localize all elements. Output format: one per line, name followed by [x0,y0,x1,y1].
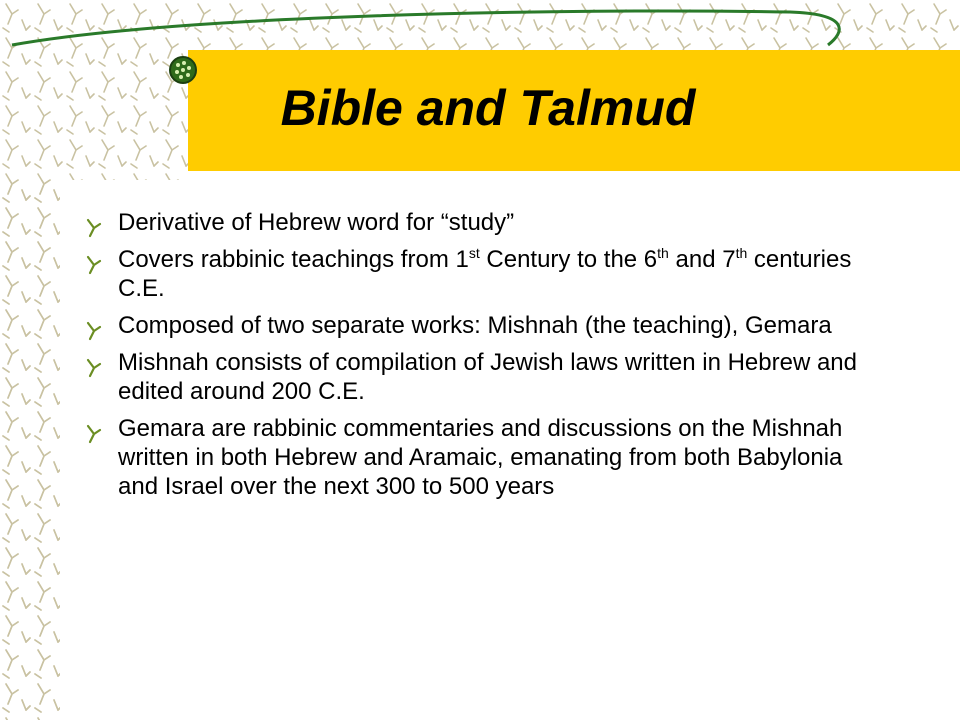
superscript: th [657,245,669,261]
branch-bullet-icon [84,358,104,378]
superscript: st [468,245,480,261]
branch-bullet-icon [84,424,104,444]
bullet-text: and 7 [668,246,736,273]
bullet-list [84,208,884,509]
bullet-item [84,245,884,303]
branch-bullet-icon [84,218,104,238]
bullet-item [84,414,884,501]
superscript: th [735,245,748,261]
bullet-text: Mishnah consists of compilation of Jewish laws written in Hebrew and edited around 200 C.E. [118,349,857,405]
bullet-text: Composed of two separate works: Mishnah (the teaching), Gemara [118,312,832,339]
slide-title: Bible and Talmud [280,80,696,136]
bullet-text: Gemara are rabbinic commentaries and discussions on the Mishnah written in both Hebrew and Aramaic, emanating from both Babylonia and Israel over the next 300 to 500 years [118,415,843,500]
bullet-item [84,348,884,406]
bullet-item [84,208,884,237]
bullet-text: Covers rabbinic teachings from 1 [118,246,469,273]
bullet-item [84,311,884,340]
bullet-text: centuries C.E. [118,246,852,302]
bullet-text: Derivative of Hebrew word for “study” [118,209,515,236]
branch-bullet-icon [84,321,104,341]
branch-bullet-icon [84,255,104,275]
bullet-text: Century to the 6 [479,246,658,273]
